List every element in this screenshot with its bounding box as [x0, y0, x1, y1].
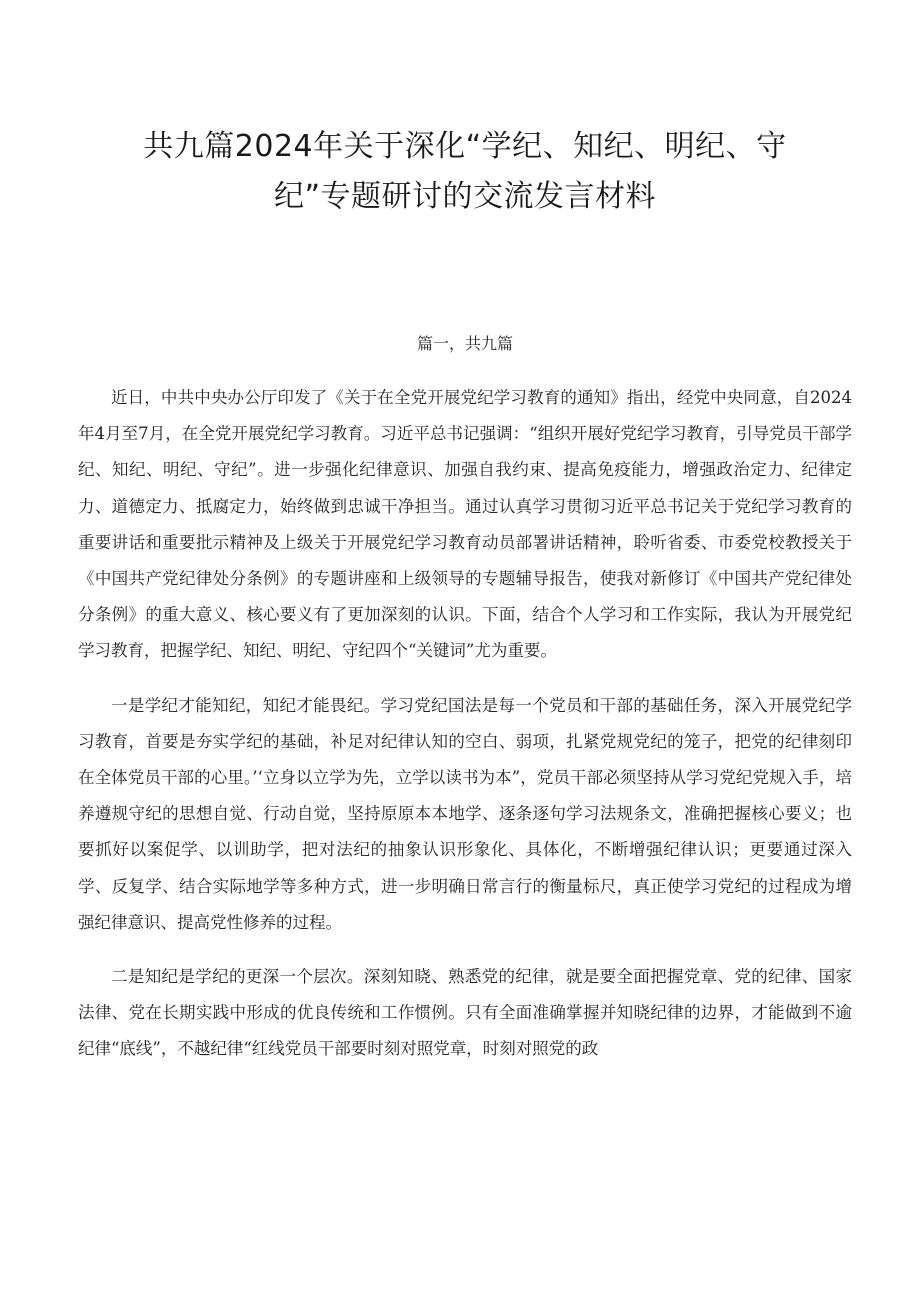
paragraph-intro: 近日，中共中央办公厅印发了《关于在全党开展党纪学习教育的通知》指出，经党中央同意，自2024年4月至7月，在全党开展党纪学习教育。习近平总书记强调：“组织开展好党纪学习教育，引导党员干部学纪、知纪、明纪、守纪”。进一步强化纪律意识、加强自我约束、提高免疫能力，增强政治定力、纪律定力、道德定力、抵腐定力，始终做到忠诚干净担当。通过认真学习贯彻习近平总书记关于党纪学习教育的重要讲话和重要批示精神及上级关于开展党纪学习教育动员部署讲话精神，聆听省委、市委党校教授关于《中国共产党纪律处分条例》的专题讲座和上级领导的专题辅导报告，使我对新修订《中国共产党纪律处分条例》的重大意义、核心要义有了更加深刻的认识。下面，结合个人学习和工作实际，我认为开展党纪学习教育，把握学纪、知纪、明纪、守纪四个“关键词”尤为重要。 [78, 388, 852, 661]
document-title [78, 122, 852, 222]
section-heading: 篇一，共九篇 [416, 334, 513, 353]
paragraph-know-discipline: 二是知纪是学纪的更深一个层次。深刻知晓、熟悉党的纪律，就是要全面把握党章、党的纪律、国家法律、党在长期实践中形成的优良传统和工作惯例。只有全面准确掌握并知晓纪律的边界，才能做到不逾纪律“底线”，不越纪律“红线党员干部要时刻对照党章，时刻对照党的政 [78, 967, 852, 1059]
paragraph-learn-discipline: 一是学纪才能知纪，知纪才能畏纪。学习党纪国法是每一个党员和干部的基础任务，深入开展党纪学习教育，首要是夯实学纪的基础，补足对纪律认知的空白、弱项，扎紧党规党纪的笼子，把党的纪律刻印在全体党员干部的心里。’‘立身以立学为先，立学以读书为本”，党员干部必须坚持从学习党纪党规入手，培养遵规守纪的思想自觉、行动自觉，坚持原原本本地学、逐条逐句学习法规条文，准确把握核心要义；也要抓好以案促学、以训助学，把对法纪的抽象认识形象化、具体化，不断增强纪律认识；更要通过深入学、反复学、结合实际地学等多种方式，进一步明确日常言行的衡量标尺，真正使学习党纪的过程成为增强纪律意识、提高党性修养的过程。 [78, 695, 852, 932]
document-title-line-1: 共九篇2024年关于深化“学纪、知纪、明纪、守 [143, 129, 787, 164]
document-title-line-2: 纪”专题研讨的交流发言材料 [273, 179, 657, 214]
